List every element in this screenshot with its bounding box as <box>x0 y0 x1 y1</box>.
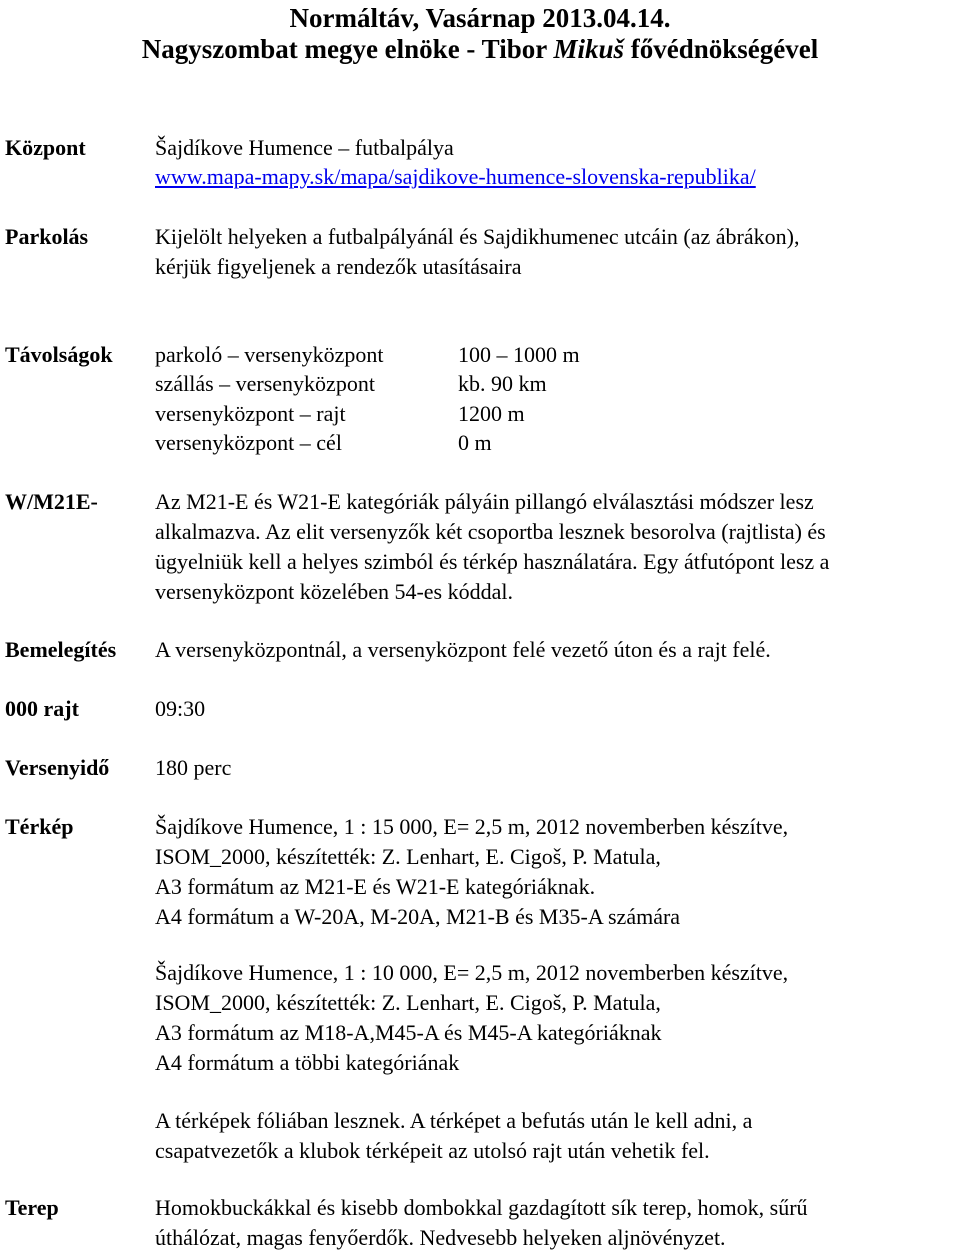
distance-name: parkoló – versenyközpont <box>155 342 384 367</box>
distance-name: versenyközpont – rajt <box>155 401 346 426</box>
terep-line: Homokbuckákkal és kisebb dombokkal gazdagított sík terep, homok, sűrű <box>155 1195 808 1220</box>
parkolas-line-2: kérjük figyeljenek a rendezők utasításaira <box>155 254 522 279</box>
terkep-line: Šajdíkove Humence, 1 : 10 000, E= 2,5 m, 2012 novemberben készítve, <box>155 960 789 985</box>
wm21e-label: W/M21E- <box>5 489 98 514</box>
wm21e-line: ügyelniük kell a helyes szimból és térkép használatára. Egy átfutópont lesz a <box>155 549 830 574</box>
rajt-label: 000 rajt <box>5 696 79 721</box>
terkep-line: csapatvezetők a klubok térképeit az utolsó rajt után vehetik fel. <box>155 1138 710 1163</box>
distance-value: 1200 m <box>458 401 525 426</box>
versenyido-label: Versenyidő <box>5 755 110 780</box>
parkolas-line-1: Kijelölt helyeken a futbalpályánál és Sajdikhumenec utcáin (az ábrákon), <box>155 224 800 249</box>
parkolas-label: Parkolás <box>5 224 89 249</box>
terkep-label: Térkép <box>5 814 74 839</box>
terkep-line: A4 formátum a W-20A, M-20A, M21-B és M35-A számára <box>155 904 681 929</box>
kozpont-label: Központ <box>5 135 86 160</box>
terkep-line: A4 formátum a többi kategóriának <box>155 1050 460 1075</box>
terkep-line: ISOM_2000, készítették: Z. Lenhart, E. Cigoš, P. Matula, <box>155 844 661 869</box>
terkep-line: ISOM_2000, készítették: Z. Lenhart, E. Cigoš, P. Matula, <box>155 990 661 1015</box>
terkep-line: A3 formátum az M21-E és W21-E kategóriáknak. <box>155 874 596 899</box>
patron-name: Mikuš <box>553 34 625 64</box>
document-title: Normáltáv, Vasárnap 2013.04.14. <box>289 3 671 33</box>
terkep-line: A térképek fóliában lesznek. A térképet a befutás után le kell adni, a <box>155 1108 753 1133</box>
document-subtitle <box>0 33 960 65</box>
distance-name: szállás – versenyközpont <box>155 371 375 396</box>
wm21e-line: alkalmazva. Az elit versenyzők két csoportba lesznek besorolva (rajtlista) és <box>155 519 826 544</box>
subtitle-suffix: fővédnökségével <box>624 34 819 64</box>
distance-value: 100 – 1000 m <box>458 342 580 367</box>
bemelegites-text: A versenyközpontnál, a versenyközpont felé vezető úton és a rajt felé. <box>155 637 771 662</box>
tavolsagok-label: Távolságok <box>5 342 113 367</box>
subtitle-prefix: Nagyszombat megye elnöke - Tibor <box>141 34 554 64</box>
kozpont-place: Šajdíkove Humence – futbalpálya <box>155 135 454 160</box>
distance-value: 0 m <box>458 430 492 455</box>
terkep-block-3 <box>155 1106 960 1166</box>
wm21e-line: versenyközpont közelében 54-es kóddal. <box>155 579 513 604</box>
terkep-line: Šajdíkove Humence, 1 : 15 000, E= 2,5 m, 2012 novemberben készítve, <box>155 814 789 839</box>
terkep-line: A3 formátum az M18-A,M45-A és M45-A kategóriáknak <box>155 1020 662 1045</box>
wm21e-line: Az M21-E és W21-E kategóriák pályáin pillangó elválasztási módszer lesz <box>155 489 814 514</box>
terkep-block-1 <box>155 812 960 932</box>
terep-line: úthálózat, magas fenyőerdők. Nedvesebb helyeken aljnövényzet. <box>155 1225 726 1250</box>
distance-value: kb. 90 km <box>458 371 547 396</box>
bemelegites-label: Bemelegítés <box>5 637 117 662</box>
wm21e-text <box>155 487 960 607</box>
versenyido-text: 180 perc <box>155 755 232 780</box>
terkep-block-2 <box>155 958 960 1078</box>
terep-text <box>155 1193 960 1253</box>
terep-label: Terep <box>5 1195 59 1220</box>
kozpont-map-link[interactable]: www.mapa-mapy.sk/mapa/sajdikove-humence-slovenska-republika/ <box>155 164 756 189</box>
rajt-time: 09:30 <box>155 696 206 721</box>
distance-name: versenyközpont – cél <box>155 430 342 455</box>
